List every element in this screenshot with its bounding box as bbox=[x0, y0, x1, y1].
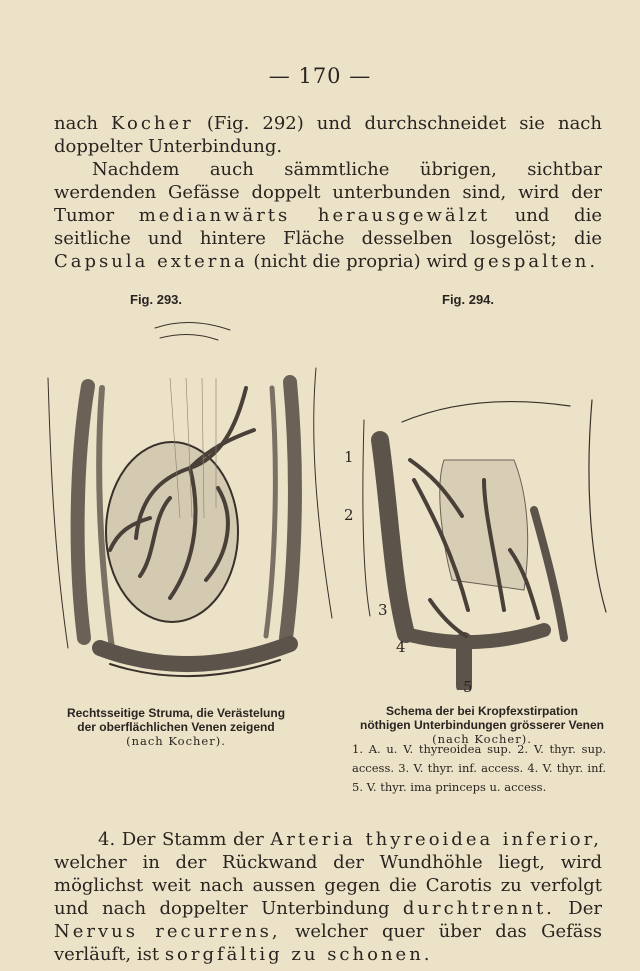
para1-text-a: nach bbox=[54, 113, 98, 134]
para1-author: Kocher bbox=[111, 113, 194, 134]
para3-spaced-a: Arteria thyreoidea inferior, bbox=[270, 829, 602, 850]
para2-text-c: (nicht die propria) wird bbox=[253, 251, 468, 272]
fig294-label: Fig. 294. bbox=[442, 292, 495, 307]
para3-text-a: 4. Der Stamm der bbox=[98, 829, 264, 850]
para3-text-b: welcher in der Rückwand der Wundhöhle liegt, wird möglichst weit nach aussen gegen die Carotis zu verfolgt und nach doppelter Unterbindung bbox=[54, 852, 602, 919]
fig294-caption-source: (nach Kocher). bbox=[432, 732, 532, 746]
fig294-number-5: 5 bbox=[463, 678, 473, 696]
para3-spaced-c: Nervus recurrens, bbox=[54, 921, 281, 942]
para2-spaced-c: gespalten. bbox=[473, 251, 599, 272]
fig294-caption-line-2: nöthigen Unterbindungen grösserer Venen bbox=[359, 718, 605, 732]
fig294-number-4: 4 bbox=[396, 638, 406, 656]
fig294-number-3: 3 bbox=[378, 601, 388, 619]
para3-spaced-d: sorgfältig zu schonen. bbox=[164, 944, 433, 965]
fig293-caption bbox=[50, 706, 302, 748]
fig293-label: Fig. 293. bbox=[130, 292, 183, 307]
fig293-caption-source: (nach Kocher). bbox=[126, 734, 226, 748]
fig294-legend: 1. A. u. V. thyreoidea sup. 2. V. thyr. sup. access. 3. V. thyr. inf. access. 4. V. thyr. inf. 5. V. thyr. ima princeps u. access. bbox=[352, 742, 606, 794]
para3-text-d: welcher quer über das Gefäss verläuft, ist bbox=[54, 921, 602, 965]
para3-spaced-b: durchtrennt. bbox=[402, 898, 555, 919]
para3-text-c: Der bbox=[568, 898, 602, 919]
para2-spaced-a: medianwärts herausgewälzt bbox=[138, 205, 491, 226]
page-number: — 170 — bbox=[268, 64, 372, 88]
para2-text-a: Nachdem auch sämmtliche übrigen, sichtbar werdenden Gefässe doppelt unterbunden sind, wird der Tumor bbox=[54, 159, 602, 226]
fig293-caption-line-1: Rechtsseitige Struma, die Verästelung bbox=[66, 706, 286, 720]
fig294-caption-line-1: Schema der bei Kropfexstirpation bbox=[385, 704, 579, 718]
para2-spaced-b: Capsula externa bbox=[54, 251, 248, 272]
para2-text-b: und die seitliche und hintere Fläche desselben losgelöst; die bbox=[54, 205, 602, 249]
fig294-illustration bbox=[334, 390, 614, 690]
fig293-caption-line-2: der oberflächlichen Venen zeigend bbox=[77, 720, 275, 734]
paragraph-3 bbox=[54, 828, 602, 966]
fig294-number-1: 1 bbox=[344, 448, 354, 466]
paragraph-1 bbox=[54, 112, 602, 158]
fig294-number-2: 2 bbox=[344, 506, 354, 524]
fig293-illustration bbox=[40, 318, 336, 694]
paragraph-2 bbox=[54, 158, 602, 273]
para1-text-b: (Fig. 292) und durchschneidet sie nach doppelter Unterbindung. bbox=[54, 113, 602, 157]
